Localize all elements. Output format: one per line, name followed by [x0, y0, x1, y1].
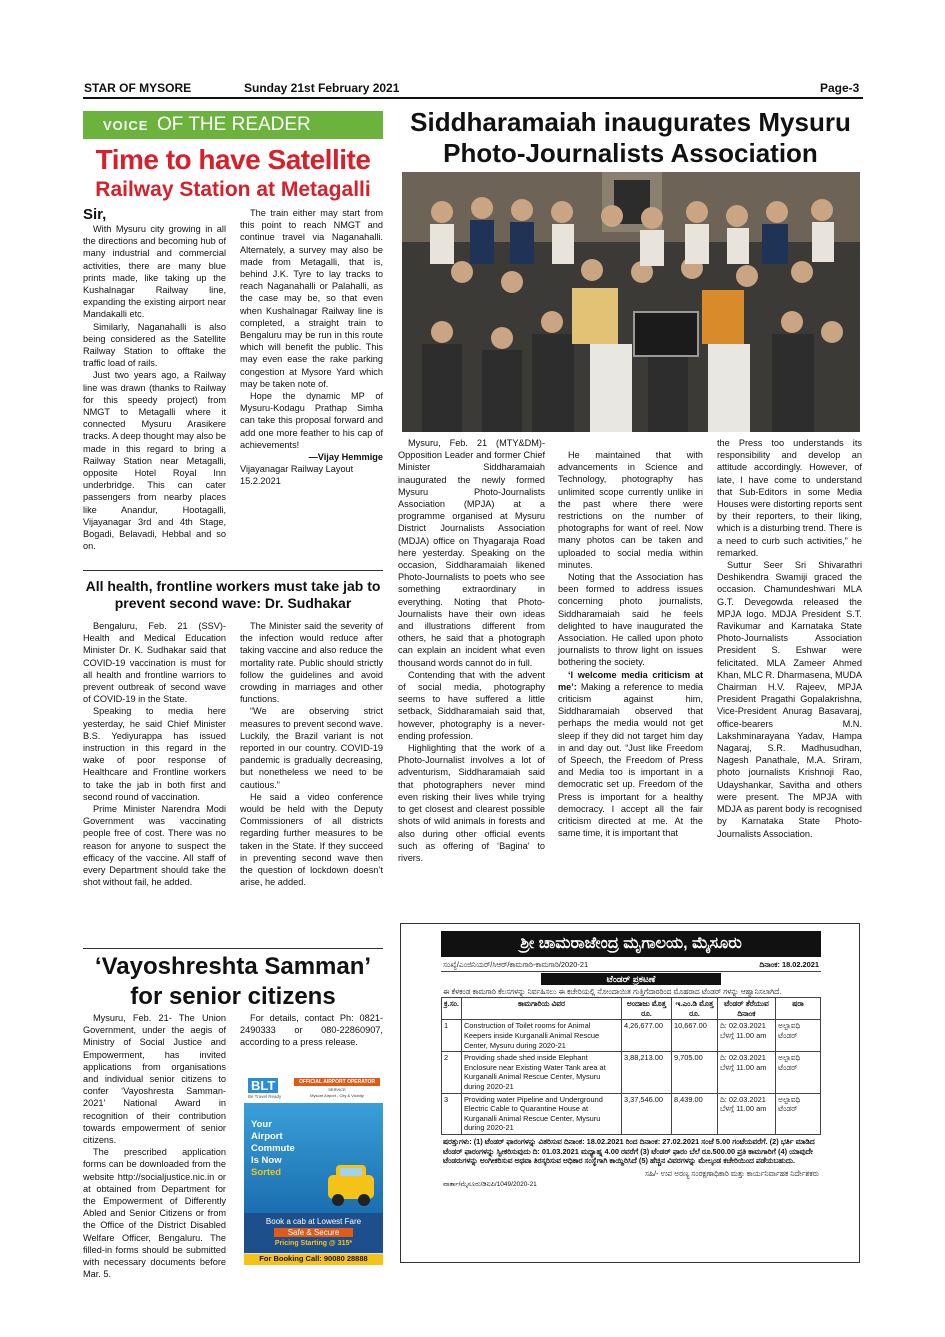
tender-notice [400, 923, 860, 1263]
tender-col-desc: ಕಾಮಗಾರಿಯ ವಿವರ [461, 998, 621, 1020]
letter-signature: —Vijay Hemmige [308, 452, 383, 463]
letter-title-2: Railway Station at Metagalli [95, 178, 371, 201]
tender-heading: ಟೆಂಡರ್ ಪ್ರಕಟಣೆ [541, 973, 721, 985]
tender-table-header [442, 998, 821, 1020]
ad-service: SERVICE [328, 1087, 346, 1092]
letter-para-1: With Mysuru city growing in all the directions and becoming hub of many industrial and commercial activities, there are many blue prints made, like taking up the Kushalnagar Railway line, expanding the existing airport near Mandakalli etc. [83, 224, 227, 320]
health-para-5: “We are observing strict measures to prevent second wave. Luckily, the Brazil variant is not reported in our country. COVID-19 pandemic is gradually decreasing, but nonetheless we need to be cautious.” [240, 706, 383, 790]
letter-para-5: Hope the dynamic MP of Mysuru-Kodagu Prathap Simha can take this proposal forward and add one more feather to his cap of achievements! [240, 391, 383, 450]
tender-row-no: 1 [442, 1020, 462, 1052]
health-para-4: The Minister said the severity of the infection would reduce after taking vaccine and also reduce the mortality rate. Public should strictly follow the guidelines and avoid crowding in marriages and other functions. [240, 621, 383, 705]
issue-date: Sunday 21st February 2021 [244, 81, 400, 95]
letter-title-1: Time to have Satellite [95, 144, 371, 175]
tender-intro: ಈ ಕೆಳಕಂಡ ಕಾಮಗಾರಿ ಕೆಲಸಗಳನ್ನು ನಿರ್ವಹಿಸಲು ಈ ಕಚೇರಿಯಲ್ಲಿ ನೋಂದಾಯಿತ ಗುತ್ತಿಗೆದಾರರಿಂದ ಮೊಹರಾದ ಟೆಂಡರ್ ಗಳನ್ನು ಆಹ್ವಾನಿಸಲಾಗಿದೆ. [443, 986, 782, 996]
paper-name: STAR OF MYSORE [84, 81, 192, 95]
main-title-1: Siddharamaiah inaugurates Mysuru [410, 107, 851, 137]
tender-col-no: ಕ್ರ.ಸಂ. [442, 998, 462, 1020]
tender-table [441, 997, 821, 1135]
event-photo [402, 172, 860, 432]
tender-row-estimate: 3,37,546.00 [621, 1093, 671, 1134]
tender-row-estimate: 3,88,213.00 [621, 1052, 671, 1093]
letter-para-3: Just two years ago, a Railway line was drawn (thanks to Railway for this speedy project) from NMGT to Metagalli where it connected Mysuru Arasikere tracks. A deep thought may also be made in this regard to bring a Railway Station near Metagalli, opposite Hotel Royal Inn underbridge. This can cater passengers from nearby places like Anandur, Hootagalli, Vijayanagar 3rd and 4th Stage, Bogadi, Belavadi, Hebbal and so on. [83, 370, 227, 552]
ad-booking[interactable]: For Booking Call: 90080 28888 [244, 1254, 383, 1265]
letter-column-2 [240, 207, 383, 557]
tender-footref: ವಾರ್ತಾ/ಮೈಸೂರು/ಡಿಐಪಿ/1049/2020-21 [443, 1181, 537, 1189]
tender-body [441, 959, 821, 1235]
ad-line-2: Airport [251, 1131, 283, 1142]
tender-row-desc: Construction of Toilet rooms for Animal Keepers inside Kurganalli Animal Rescue Center, Mysuru during 2020-21 [461, 1020, 621, 1052]
letter-para-4: The train either may start from this point to reach NMGT and continue travel via Naganahalli. Alternately, a survey may also be made from Metagalli, that is, behind J.K. Tyre to lay tracks to reach Naganahalli or Palahalli, as the case may be, so that even when Kushalnagar Railway line is completed, a straight train to Bengaluru may be run in this route which will benefit the public. This may even ease the rake parking congestion at Mysore Yard which may be taken note of. [240, 208, 383, 389]
main-subhead: ‘I welcome media criticism at me’: [558, 669, 703, 692]
ad-operator: OFFICIAL AIRPORT OPERATOR [294, 1078, 380, 1086]
voice-banner [83, 111, 383, 139]
tender-row-open: ದಿ: 02.03.2021 ಬೆಳಗ್ಗೆ 11.00 am [717, 1052, 775, 1093]
main-para-2: Contending that with the advent of social media, photography seems to have suffered a little setback, Siddharamaiah said that, however, photography is a never-ending profession. [398, 669, 545, 741]
main-column-1 [398, 437, 545, 915]
divider [83, 570, 383, 571]
main-para-4: He maintained that with advancements in Science and Technology, photography has unlimited scope currently unlike in the past where there were restrictions on the number of photographs for want of reel. Now many photos can be taken and uploaded to social media within minutes. [558, 450, 703, 570]
ad-line-5: Sorted [251, 1167, 282, 1178]
tender-conditions: ಷರತ್ತುಗಳು: (1) ಟೆಂಡರ್ ಫಾರಂಗಳನ್ನು ವಿತರಿಸುವ ದಿನಾಂಕ: 18.02.2021 ರಿಂದ ದಿನಾಂಕ: 27.02.2021 ಸಂಜೆ 5.00 ಗಂಟೆಯವರೆಗೆ. (2) ಭರ್ತಿ ಮಾಡಿದ ಟೆಂಡರ್ ಫಾರಂಗಳನ್ನು ಸ್ವೀಕರಿಸುವುದು ದಿ: 01.03.2021 ಮಧ್ಯಾಹ್ನ 4.00 ರವರೆಗೆ (3) ಟೆಂಡರ್ ಫಾರಂ ಬೆಲೆ ರೂ.500.00 ಪ್ರತಿ ಕಾಮಗಾರಿಗೆ (4) ಯಾವುದೇ ಟೆಂಡರುಗಳನ್ನು ಅಂಗೀಕರಿಸುವ ಅಥವಾ ತಿರಸ್ಕರಿಸುವ ಅಧಿಕಾರ ಸಂಸ್ಥೆಗಾಗಿ ಕಾಯ್ದಿರಿಸಿದೆ (5) ಹೆಚ್ಚಿನ ವಿವರಗಳನ್ನು ಮೇಲ್ಕಂಡ ಕಚೇರಿಯಿಂದ ಪಡೆಯಬಹುದು. [443, 1136, 815, 1166]
ad-cab: Book a cab at Lowest Fare [265, 1217, 362, 1226]
tender-row-emd: 10,667.00 [671, 1020, 717, 1052]
tender-ref: ಸಂಖ್ಯೆ/ಎಂಜಿನಿಯರ್/ಸಿಆರ್/ಕಾಮಗಾರಿ-ಕಾಮಗಾರಿ/2020-21 [443, 960, 589, 969]
health-para-1: Bengaluru, Feb. 21 (SSV)- Health and Medical Education Minister Dr. K. Sudhakar said that COVID-19 vaccination is must for all health and frontline warriors to prevent outbreak of second wave of COVID-19 in the State. [83, 621, 226, 705]
taxi-icon [322, 1135, 380, 1213]
letter-date: 15.2.2021 [240, 476, 281, 487]
tender-col-open: ಟೆಂಡರ್ ತೆರೆಯುವ ದಿನಾಂಕ [717, 998, 775, 1020]
main-para-7: the Press too understands its responsibility and develop an attitude accordingly. However, of late, I have come to understand that Sub-Editors in some Media Houses were distorting reports sent by their reporters, to their liking, which is a disturbing trend. There is a need to curb such activities,” he remarked. [717, 438, 862, 558]
tender-row-desc: Providing shade shed inside Elephant Enclosure near Existing Water Tank area at Kurganalli Animal Rescue Center, Mysuru during 2020-21 [461, 1052, 621, 1093]
letter-para-2: Similarly, Naganahalli is also being considered as the Satellite Railway Station to offtake the traffic load of rails. [83, 321, 226, 369]
health-para-2: Speaking to media here yesterday, he said Chief Minister B.S. Yediyurappa has issued instruction in this regard in the wake of poor response of Healthcare and Frontline workers to take the jab in both first and second round of vaccination. [83, 706, 226, 802]
tender-date: ದಿನಾಂಕ: 18.02.2021 [759, 960, 819, 969]
table-row [442, 1093, 821, 1134]
health-column-1 [83, 620, 226, 942]
header-rule [83, 97, 863, 99]
tender-col-remark: ಷರಾ [775, 998, 820, 1020]
tender-row-remark: ಅಲ್ಪಾವಧಿ ಟೆಂಡರ್ [775, 1020, 820, 1052]
ad-line-3: Commute [251, 1143, 295, 1154]
samman-column-1 [83, 1012, 226, 1280]
tender-col-emd: ಇ.ಎಂ.ಡಿ ಮೊತ್ತ ರೂ. [671, 998, 717, 1020]
samman-column-2 [240, 1012, 383, 1049]
samman-title-2: for senior citizens [130, 983, 336, 1010]
letter-salutation: Sir, [83, 206, 107, 223]
group-photo-illustration [402, 172, 860, 432]
main-column-3 [717, 437, 862, 915]
main-title-2: Photo-Journalists Association [443, 138, 818, 168]
samman-para-1: Mysuru, Feb. 21- The Union Government, under the aegis of Ministry of Social Justice and Empowerment, has invited applications from organisations and individual senior citizens to confer ‘Vayoshresta Samman-2021’ National Award in recognition of their contribution towards empowerment of senior citizens. [83, 1013, 226, 1146]
tender-row-estimate: 4,26,677.00 [621, 1020, 671, 1052]
tender-row-open: ದಿ: 02.03.2021 ಬೆಳಗ್ಗೆ 11.00 am [717, 1020, 775, 1052]
blt-ad[interactable] [244, 1075, 383, 1265]
table-row [442, 1052, 821, 1093]
samman-para-3: For details, contact Ph: 0821-2490333 or 080-22860907, according to a press release. [240, 1013, 383, 1048]
tender-row-no: 2 [442, 1052, 462, 1093]
ad-line-1: Your [251, 1119, 272, 1130]
page-number: Page-3 [820, 81, 860, 95]
main-para-8: Suttur Seer Sri Shivarathri Deshikendra Swamiji graced the occasion. Chamundeshwari MLA G.T. Devegowda released the MPJA logo. MDJA President S.T. Ravikumar and Karnataka State Photo-Journalists Association President S. Eshwar were felicitated. MLA Zameer Ahmed Khan, MLC R. Dharmasena, MUDA Chairman H.V. Rajeev, MPJA President Pragathi Gopalakrishna, Vice-President Anurag Basavaraj, office-bearers M.N. Lakshminarayana Yadav, Hampa Nagaraj, S.R. Madhusudhan, Nagesh Panathale, M.A. Sriram, photo journalists Krishnoji Rao, Udayshankar, Savitha and others were present. The MPJA with MDJA as parent body is recognised by Karnataka State Photo-Journalists Association. [717, 560, 863, 839]
main-para-3: Highlighting that the work of a Photo-Journalist involves a lot of adventurism, Siddharamaiah said that photographers never mind even risking their lives while trying to get closest and clearest possible shots of wild animals in forests and also during other official events such as offering of ‘Bagina’ to rivers. [398, 743, 545, 863]
ad-headline [251, 1119, 295, 1179]
ad-route: Mysore Airport - City & Vicinity [310, 1093, 364, 1098]
tender-row-remark: ಅಲ್ಪಾವಧಿ ಟೆಂಡರ್ [775, 1052, 820, 1093]
health-para-3: Prime Minister Narendra Modi Government was vaccinating people free of cost. There was no reason for anyone to suspect the efficacy of the vaccine. All staff of every Department should take the shot without fail, he added. [83, 804, 226, 888]
main-column-2 [558, 449, 703, 915]
tender-col-estimate: ಅಂದಾಜು ಮೊತ್ತ ರೂ. [621, 998, 671, 1020]
main-para-5: Noting that the Association has been formed to address issues concerning photo journalists, Siddharamaiah said he feels delighted to have inaugurated the Association. He called upon photo journalists to throw light on issues bothering the society. [558, 572, 703, 668]
letter-column-1 [83, 207, 226, 552]
tender-org: ಶ್ರೀ ಚಾಮರಾಜೇಂದ್ರ ಮೃಗಾಲಯ, ಮೈಸೂರು [441, 931, 821, 957]
letter-place: Vijayanagar Railway Layout [240, 464, 354, 475]
ad-pricing: Pricing Starting @ 315* [274, 1240, 353, 1247]
divider [83, 948, 383, 949]
health-column-2 [240, 620, 383, 942]
tender-row-no: 3 [442, 1093, 462, 1134]
ad-line-4: Is Now [251, 1155, 282, 1166]
main-para-1: Mysuru, Feb. 21 (MTY&DM)- Opposition Leader and former Chief Minister Siddharamaiah inaugurated the newly formed Mysuru Photo-Journalists Association (MPJA) at a programme organised at Mysuru District Journalists Association (MDJA) office on Thyagaraja Road here yesterday. Speaking on the occasion, Siddharamaiah likened Photo-Journalists to poets who see something extraordinary in everything. Noting that Photo-Journalists have their own ideas and illustrations different from others, he said that a photograph can explain an incident what even thousand words cannot do in full. [398, 438, 545, 668]
health-title: All health, frontline workers must take jab to prevent second wave: Dr. Sudhakar [85, 578, 381, 611]
table-row [442, 1020, 821, 1052]
health-para-6: He said a video conference would be held with the Deputy Commissioners of all districts regarding further measures to be taken in the State. If they succeed in preventing second wave then the question of lockdown doesn’t arise, he added. [240, 791, 383, 888]
ad-safe: Safe & Secure [274, 1228, 353, 1237]
voice-suffix: OF THE READER [157, 114, 311, 135]
tender-row-emd: 8,439.00 [671, 1093, 717, 1134]
ad-brand: BLT [248, 1078, 278, 1093]
tender-row-remark: ಅಲ್ಪಾವಧಿ ಟೆಂಡರ್ [775, 1093, 820, 1134]
ad-tagline: Be Travel Ready [248, 1094, 282, 1099]
voice-label: VOICE [103, 118, 149, 133]
tender-row-emd: 9,705.00 [671, 1052, 717, 1093]
tender-row-open: ದಿ: 02.03.2021 ಬೆಳಗ್ಗೆ 11.00 am [717, 1093, 775, 1134]
samman-title-1: ‘Vayoshreshta Samman’ [94, 953, 372, 980]
samman-para-2: The prescribed application forms can be downloaded from the website http://socialjustice.nic.in or at obtained from Department for the Empowerment of Differently Abled and Senior Citizens or from the Office of the District Disabled Welfare Officer, Bengaluru. The filled-in forms should be submitted with necessary documents before Mar. 5. [83, 1147, 226, 1280]
main-para-6: Making a reference to media criticism against him, Siddharamaiah observed that perhaps the media would not get sleep if they did not target him day in and day out. “Just like Freedom of Speech, the Freedom of Press and Media too is important in a democratic set up. Freedom of the Press is important for a healthy democracy. I accept all the fair criticism directed at me. At the same time, it is important that [558, 681, 704, 839]
tender-row-desc: Providing water Pipeline and Underground Electric Cable to Quarantine House at Kurganalli Animal Rescue Center, Mysuru during 2020-21 [461, 1093, 621, 1134]
tender-signature: ಸಹಿ/- ಉಪ ಅರಣ್ಯ ಸಂರಕ್ಷಣಾಧಿಕಾರಿ ಮತ್ತು ಕಾರ್ಯನಿರ್ವಾಹಕ ನಿರ್ದೇಶಕರು [645, 1168, 819, 1178]
